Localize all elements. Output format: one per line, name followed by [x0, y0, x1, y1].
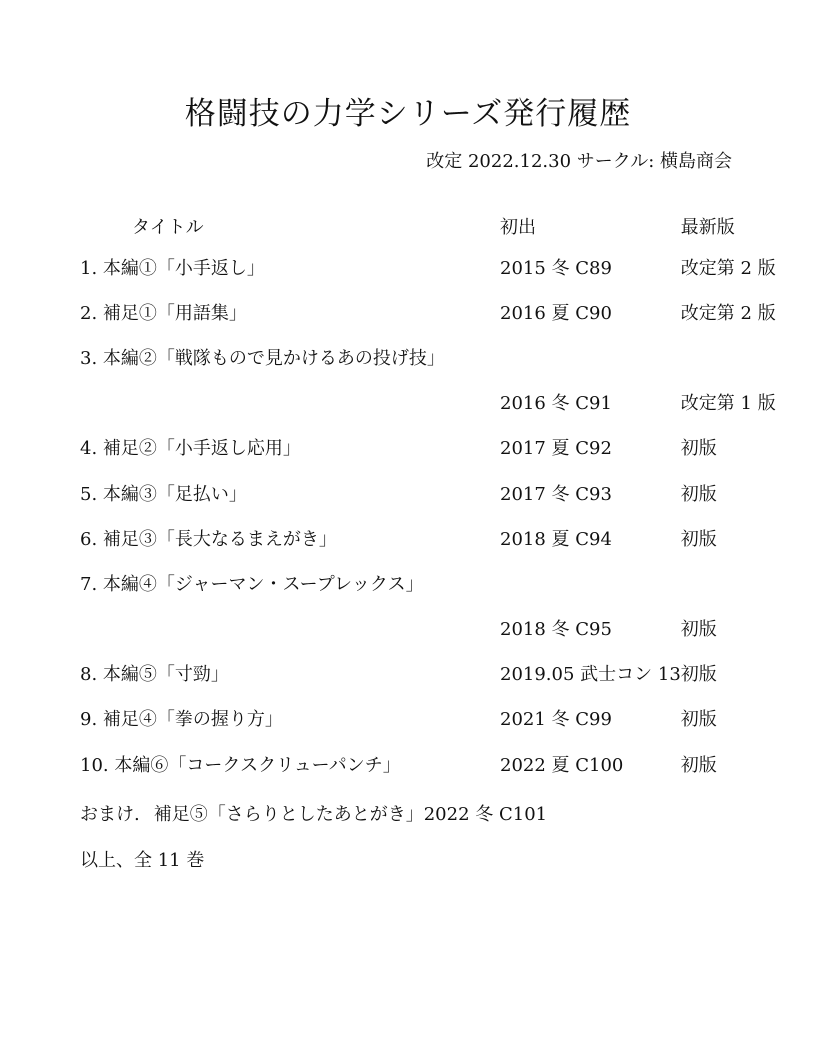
row-title: 4. 補足②「小手返し応用」 [80, 438, 301, 460]
row-latest-edition: 初版 [680, 619, 717, 641]
row-latest-edition: 改定第 2 版 [680, 302, 776, 324]
table-row [80, 334, 811, 379]
table-row [80, 289, 811, 334]
omake-line [80, 800, 547, 826]
omake-title: 補足⑤「さらりとしたあとがき」 [153, 804, 424, 825]
table-body [80, 244, 811, 786]
row-first-edition: 2017 夏 C92 [500, 438, 612, 460]
publication-table [80, 208, 811, 786]
row-title: 3. 本編②「戦隊もので見かけるあの投げ技」 [80, 347, 445, 369]
omake-first: 2022 冬 C101 [423, 804, 548, 825]
row-title: 8. 本編⑤「寸勁」 [80, 664, 229, 686]
row-latest-edition: 初版 [680, 664, 717, 686]
table-row [80, 380, 811, 425]
table-row [80, 741, 811, 786]
row-first-edition: 2017 冬 C93 [500, 483, 612, 505]
row-first-edition [500, 334, 681, 379]
row-first-edition: 2022 夏 C100 [500, 754, 624, 776]
row-latest-edition: 初版 [680, 483, 717, 505]
row-first-edition: 2018 夏 C94 [500, 528, 612, 550]
table-row [80, 606, 811, 651]
row-title: 7. 本編④「ジャーマン・スープレックス」 [80, 573, 424, 595]
row-first-edition: 2016 夏 C90 [500, 302, 612, 324]
row-latest-edition [681, 560, 811, 605]
summary-line: 以上、全 11 巻 [80, 850, 205, 871]
row-latest-edition: 初版 [680, 438, 717, 460]
table-row [80, 515, 811, 560]
row-title: 9. 補足④「拳の握り方」 [80, 709, 283, 731]
table-row [80, 560, 811, 605]
row-first-edition: 2018 冬 C95 [500, 619, 612, 641]
table-row [80, 470, 811, 515]
row-latest-edition [681, 334, 811, 379]
row-latest-edition: 改定第 2 版 [680, 257, 776, 279]
row-title: 5. 本編③「足払い」 [80, 483, 247, 505]
omake-label: おまけ. [80, 804, 140, 825]
row-first-edition: 2016 冬 C91 [500, 393, 612, 415]
row-first-edition: 2019.05 武士コン 13 [500, 664, 681, 686]
row-title [80, 380, 500, 425]
row-first-edition: 2021 冬 C99 [500, 709, 612, 731]
table-row [80, 425, 811, 470]
header-latest: 最新版 [680, 217, 735, 238]
header-title: タイトル [132, 217, 204, 238]
row-title [80, 606, 500, 651]
table-row [80, 651, 811, 696]
revision-line: 改定 2022.12.30 サークル: 横島商会 [426, 151, 732, 172]
row-latest-edition: 初版 [680, 709, 717, 731]
table-row [80, 696, 811, 741]
row-latest-edition: 初版 [680, 754, 717, 776]
row-first-edition [500, 560, 681, 605]
table-row [80, 244, 811, 289]
row-latest-edition: 初版 [680, 528, 717, 550]
row-title: 10. 本編⑥「コークスクリューパンチ」 [80, 754, 401, 776]
page-title: 格闘技の力学シリーズ発行履歴 [184, 96, 632, 132]
table-header-row [80, 208, 811, 244]
row-title: 1. 本編①「小手返し」 [80, 257, 265, 279]
header-first: 初出 [500, 217, 536, 238]
row-title: 2. 補足①「用語集」 [80, 302, 247, 324]
row-latest-edition: 改定第 1 版 [680, 393, 776, 415]
row-first-edition: 2015 冬 C89 [500, 257, 612, 279]
row-title: 6. 補足③「長大なるまえがき」 [80, 528, 337, 550]
